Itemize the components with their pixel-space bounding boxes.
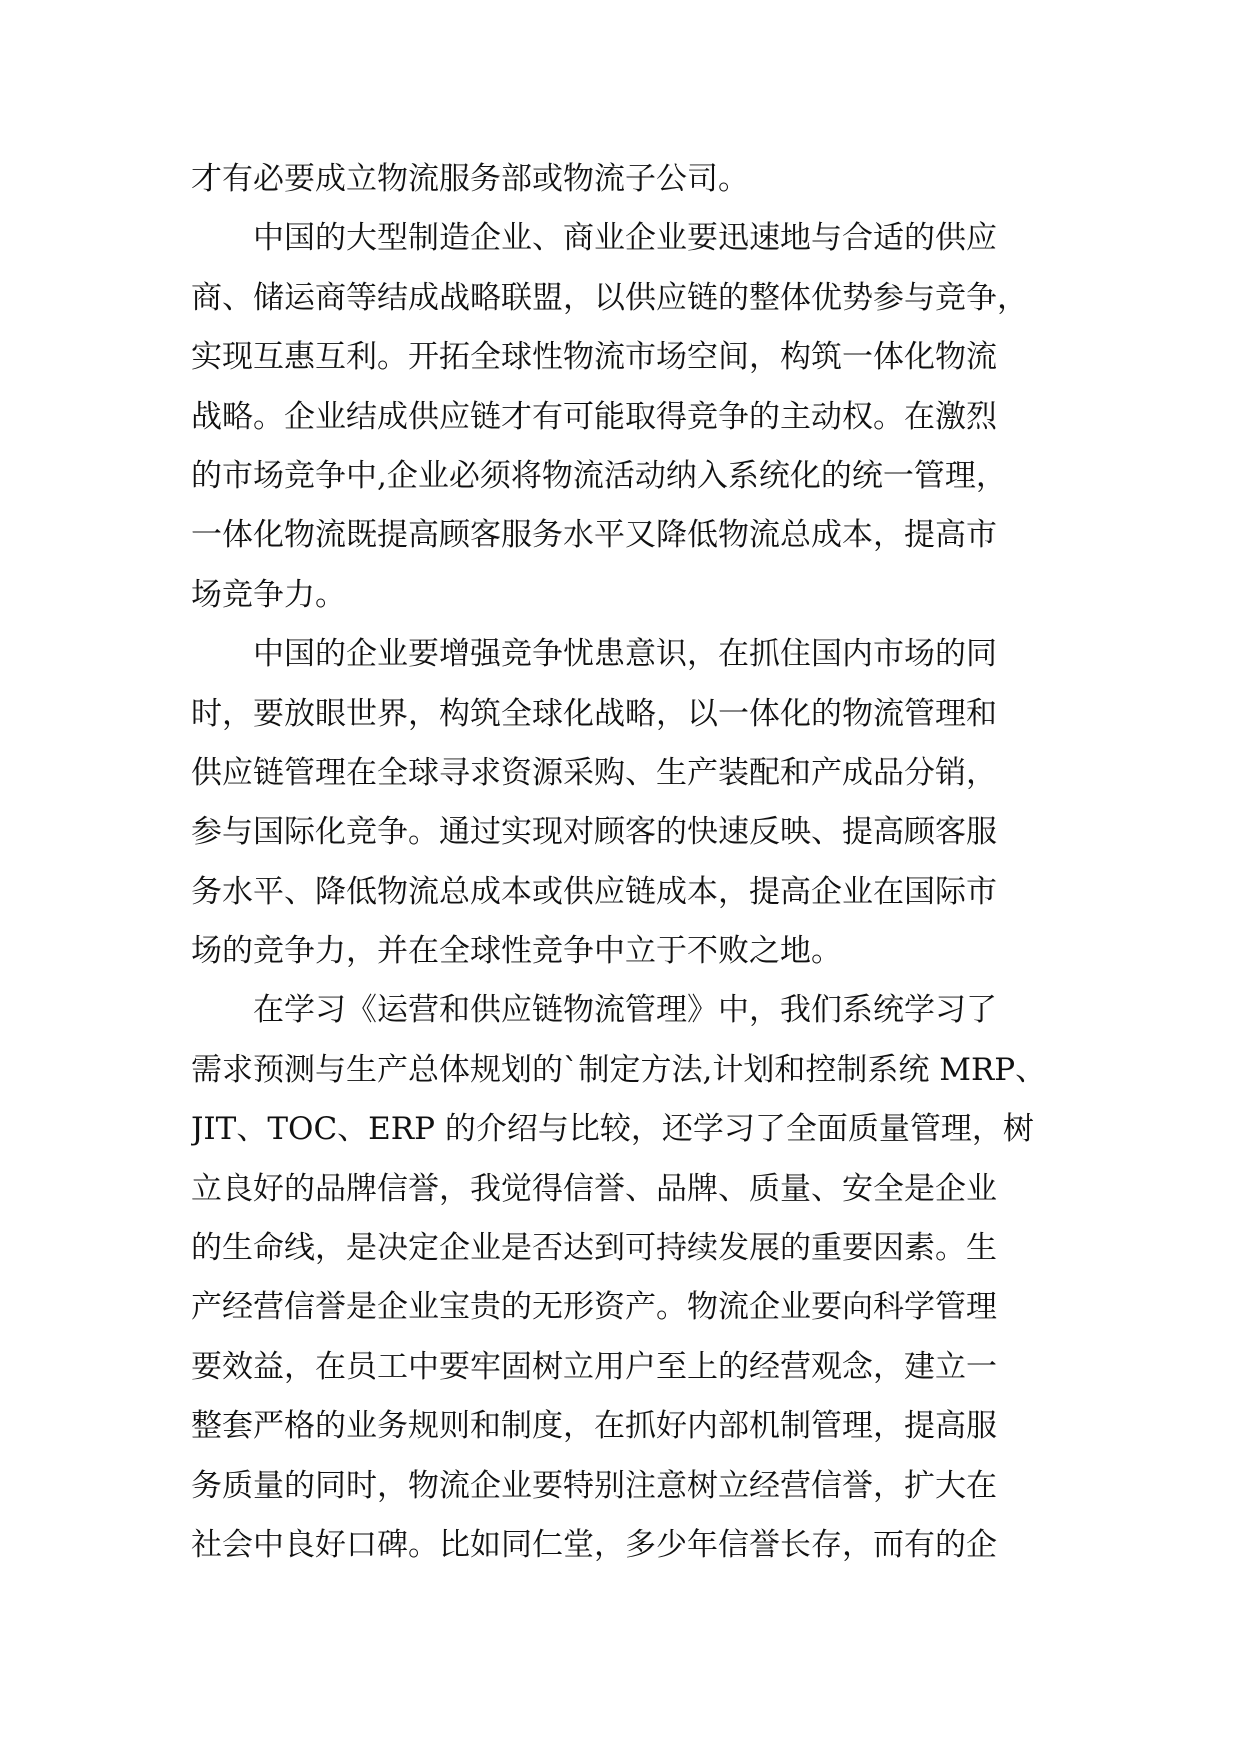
paragraph-line: JIT、TOC、ERP 的介绍与比较，还学习了全面质量管理，树	[191, 1111, 1034, 1148]
paragraph-line: 整套严格的业务规则和制度，在抓好内部机制管理，提高服	[191, 1408, 997, 1445]
paragraph-line: 一体化物流既提高顾客服务水平又降低物流总成本，提高市	[191, 517, 997, 554]
paragraph-line: 的生命线，是决定企业是否达到可持续发展的重要因素。生	[191, 1230, 997, 1267]
paragraph-line: 的市场竞争中,企业必须将物流活动纳入系统化的统一管理，	[191, 457, 1007, 494]
paragraph-1	[191, 150, 1059, 209]
paragraph-line: 参与国际化竞争。通过实现对顾客的快速反映、提高顾客服	[191, 814, 997, 851]
paragraph-3	[191, 625, 1059, 981]
paragraph-line: 场的竞争力，并在全球性竞争中立于不败之地。	[191, 933, 842, 970]
paragraph-line: 要效益，在员工中要牢固树立用户至上的经营观念，建立一	[191, 1348, 997, 1385]
document-body	[191, 150, 1059, 1575]
paragraph-line: 立良好的品牌信誉，我觉得信誉、品牌、质量、安全是企业	[191, 1170, 997, 1207]
paragraph-4	[191, 981, 1059, 1575]
paragraph-line: 需求预测与生产总体规划的`制定方法,计划和控制系统 MRP、	[191, 1051, 1047, 1088]
paragraph-2	[191, 209, 1059, 625]
paragraph-line: 供应链管理在全球寻求资源采购、生产装配和产成品分销，	[191, 754, 997, 791]
paragraph-line: 在学习《运营和供应链物流管理》中，我们系统学习了	[191, 992, 997, 1029]
paragraph-line: 战略。企业结成供应链才有可能取得竞争的主动权。在激烈	[191, 398, 997, 435]
paragraph-line: 场竞争力。	[191, 576, 346, 613]
paragraph-line: 才有必要成立物流服务部或物流子公司。	[191, 161, 749, 197]
paragraph-line: 产经营信誉是企业宝贵的无形资产。物流企业要向科学管理	[191, 1289, 997, 1326]
paragraph-line: 中国的大型制造企业、商业企业要迅速地与合适的供应	[191, 220, 997, 257]
paragraph-line: 务质量的同时，物流企业要特别注意树立经营信誉，扩大在	[191, 1467, 997, 1504]
paragraph-line: 社会中良好口碑。比如同仁堂，多少年信誉长存，而有的企	[191, 1526, 997, 1563]
paragraph-line: 时，要放眼世界，构筑全球化战略，以一体化的物流管理和	[191, 695, 997, 732]
paragraph-line: 商、储运商等结成战略联盟，以供应链的整体优势参与竞争，	[191, 279, 1028, 316]
paragraph-line: 务水平、降低物流总成本或供应链成本，提高企业在国际市	[191, 873, 997, 910]
paragraph-line: 中国的企业要增强竞争忧患意识，在抓住国内市场的同	[191, 636, 997, 673]
paragraph-line: 实现互惠互利。开拓全球性物流市场空间，构筑一体化物流	[191, 339, 997, 376]
